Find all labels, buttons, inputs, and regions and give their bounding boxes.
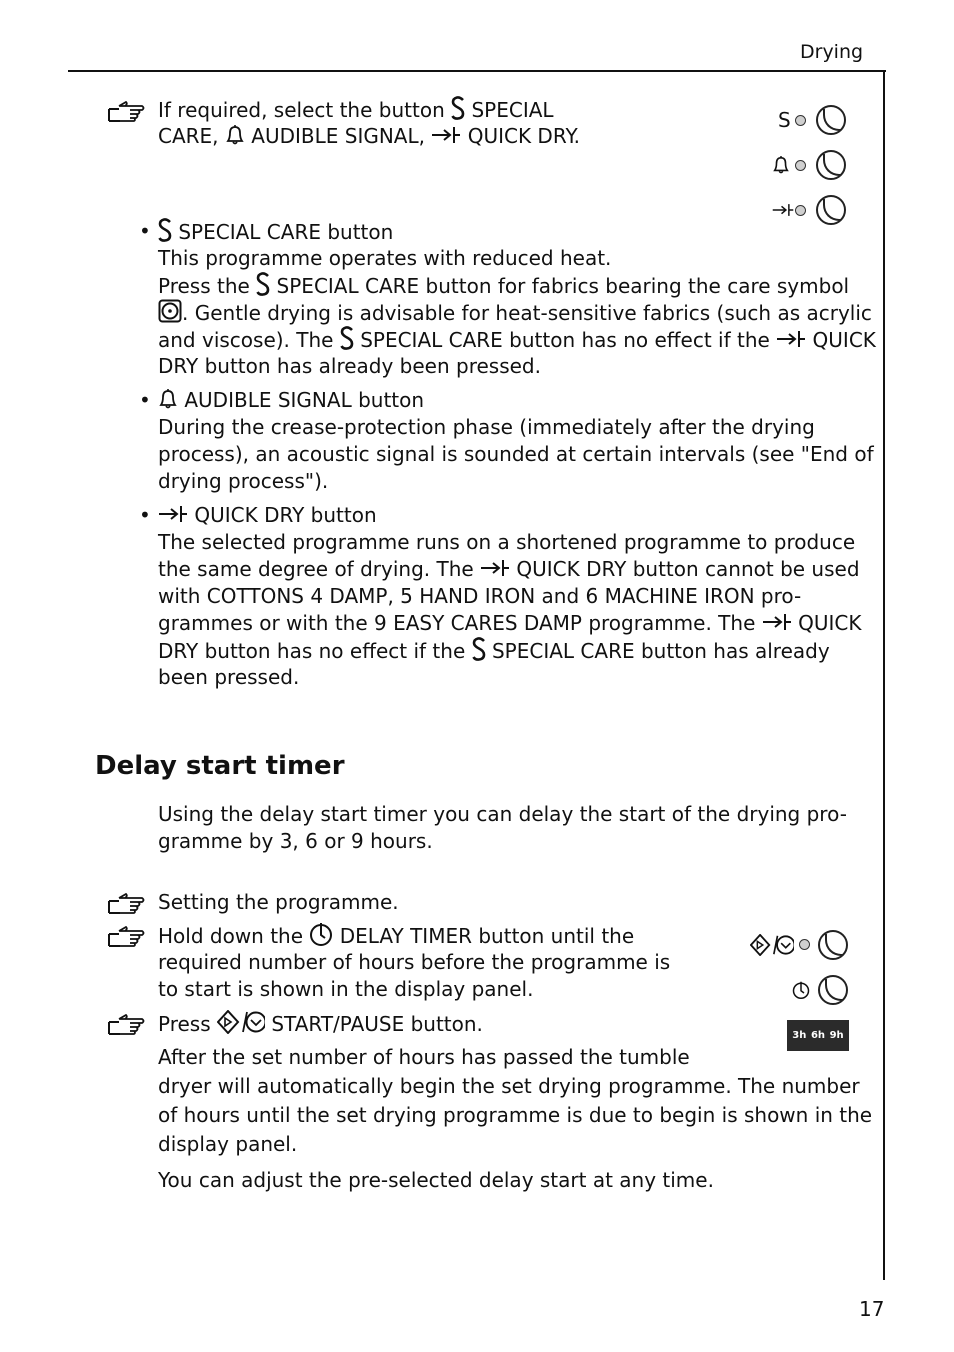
quick-dry-icon bbox=[762, 611, 792, 633]
bullet: • bbox=[139, 388, 151, 412]
quick-dry-icon bbox=[776, 328, 806, 350]
audible-signal-title bbox=[158, 387, 424, 414]
text: grammes or with the 9 EASY CARES DAMP programme. The bbox=[158, 611, 756, 635]
delay-after-line: of hours until the set drying programme is due to begin is shown in the bbox=[158, 1103, 873, 1127]
special-care-line: DRY button has already been pressed. bbox=[158, 354, 541, 378]
delay-after-line: dryer will automatically begin the set drying programme. The number bbox=[158, 1074, 860, 1098]
text: . Gentle drying is advisable for heat-sensitive fabrics (such as acrylic bbox=[182, 301, 872, 325]
step1-line1 bbox=[158, 96, 554, 124]
step1-text: If required, select the button bbox=[158, 98, 445, 122]
delay-intro: Using the delay start timer you can delay the start of the drying pro- bbox=[158, 802, 847, 826]
pointing-hand-icon bbox=[108, 893, 146, 915]
special-care-line bbox=[158, 326, 876, 354]
start-pause-control bbox=[748, 928, 852, 962]
pointing-hand-icon bbox=[108, 926, 146, 948]
led-icon bbox=[795, 115, 806, 126]
text: QUICK bbox=[812, 328, 876, 352]
section-title: Drying bbox=[800, 41, 864, 63]
display-hours: 6h bbox=[810, 1030, 826, 1041]
special-care-title-text: SPECIAL CARE button bbox=[178, 220, 394, 244]
bell-icon bbox=[158, 388, 178, 410]
pointing-hand-icon bbox=[108, 1014, 146, 1036]
quick-dry-line: been pressed. bbox=[158, 665, 300, 689]
special-care-line bbox=[158, 272, 849, 300]
special-s-icon bbox=[158, 218, 172, 242]
text: DELAY TIMER button until the bbox=[339, 924, 635, 948]
special-care-line: This programme operates with reduced heat. bbox=[158, 246, 612, 270]
quick-dry-icon bbox=[158, 503, 188, 525]
step1-line2 bbox=[158, 123, 580, 150]
text: the same degree of drying. The bbox=[158, 557, 474, 581]
quick-dry-line bbox=[158, 556, 860, 583]
quick-title-text: QUICK DRY button bbox=[194, 503, 377, 527]
knob-icon bbox=[816, 195, 846, 225]
delay-after-line: display panel. bbox=[158, 1132, 298, 1156]
care-label: CARE, bbox=[158, 124, 219, 148]
quick-dry-icon bbox=[772, 201, 794, 219]
knob-icon bbox=[816, 105, 846, 135]
audible-label: AUDIBLE SIGNAL, bbox=[251, 124, 425, 148]
special-s-icon bbox=[256, 272, 270, 296]
quick-dry-line bbox=[158, 637, 830, 665]
audible-line: During the crease-protection phase (immediately after the drying bbox=[158, 415, 815, 439]
text: Press bbox=[158, 1012, 211, 1036]
text: QUICK DRY button cannot be used bbox=[516, 557, 860, 581]
knob-icon bbox=[818, 930, 848, 960]
display-hours: 9h bbox=[829, 1030, 844, 1041]
quick-dry-icon bbox=[431, 124, 461, 146]
special-s-icon bbox=[451, 96, 465, 120]
audible-signal-control bbox=[770, 148, 850, 182]
delay-step bbox=[158, 922, 634, 950]
special-s-icon bbox=[472, 637, 486, 661]
delay-step: Setting the programme. bbox=[158, 890, 399, 914]
delay-timer-control bbox=[748, 973, 852, 1007]
delay-step-line: to start is shown in the display panel. bbox=[158, 977, 534, 1001]
display-hours: 3h bbox=[792, 1030, 807, 1041]
page-number: 17 bbox=[859, 1297, 885, 1321]
quick-label: QUICK DRY. bbox=[467, 124, 580, 148]
delay-heading: Delay start timer bbox=[95, 751, 345, 781]
care-symbol-icon bbox=[158, 299, 182, 323]
knob-icon bbox=[818, 975, 848, 1005]
text: Hold down the bbox=[158, 924, 304, 948]
text: QUICK bbox=[798, 611, 862, 635]
quick-dry-control bbox=[770, 193, 850, 227]
special-s-icon bbox=[340, 326, 354, 350]
quick-dry-line bbox=[158, 610, 861, 637]
text: SPECIAL CARE button has already bbox=[491, 639, 830, 663]
bullet: • bbox=[139, 219, 151, 243]
right-margin-rule bbox=[883, 70, 885, 1280]
start-pause-icon bbox=[750, 934, 794, 956]
text: and viscose). The bbox=[158, 328, 334, 352]
quick-dry-line: with COTTONS 4 DAMP, 5 HAND IRON and 6 MACHINE IRON pro- bbox=[158, 584, 802, 608]
delay-adjust: You can adjust the pre-selected delay start at any time. bbox=[158, 1168, 714, 1192]
pointing-hand-icon bbox=[108, 101, 146, 123]
quick-dry-title bbox=[158, 502, 377, 529]
delay-after-line: After the set number of hours has passed the tumble bbox=[158, 1045, 690, 1069]
delay-step bbox=[158, 1010, 483, 1038]
special-care-title bbox=[158, 218, 393, 246]
led-icon bbox=[795, 205, 806, 216]
led-icon bbox=[799, 939, 810, 950]
quick-dry-line: The selected programme runs on a shortened programme to produce bbox=[158, 530, 856, 554]
delay-step-line: required number of hours before the programme is bbox=[158, 950, 671, 974]
special-label: SPECIAL bbox=[471, 98, 554, 122]
audible-title-text: AUDIBLE SIGNAL button bbox=[184, 388, 425, 412]
timer-icon bbox=[792, 981, 810, 999]
audible-line: process), an acoustic signal is sounded at certain intervals (see "End of bbox=[158, 442, 874, 466]
special-care-line bbox=[158, 299, 872, 327]
text: START/PAUSE button. bbox=[271, 1012, 483, 1036]
start-pause-icon bbox=[217, 1010, 265, 1034]
header-rule bbox=[68, 70, 886, 72]
text: DRY button has no effect if the bbox=[158, 639, 466, 663]
display-panel bbox=[787, 1020, 849, 1051]
bullet: • bbox=[139, 503, 151, 527]
delay-intro: gramme by 3, 6 or 9 hours. bbox=[158, 829, 433, 853]
text: Press the bbox=[158, 274, 250, 298]
special-control-label: S bbox=[778, 108, 791, 132]
text: SPECIAL CARE button has no effect if the bbox=[360, 328, 770, 352]
led-icon bbox=[795, 160, 806, 171]
text: SPECIAL CARE button for fabrics bearing the care symbol bbox=[276, 274, 850, 298]
timer-icon bbox=[309, 922, 333, 946]
special-care-control bbox=[770, 103, 850, 137]
quick-dry-icon bbox=[480, 557, 510, 579]
knob-icon bbox=[816, 150, 846, 180]
bell-icon bbox=[225, 124, 245, 146]
bell-icon bbox=[772, 155, 790, 175]
audible-line: drying process"). bbox=[158, 469, 329, 493]
